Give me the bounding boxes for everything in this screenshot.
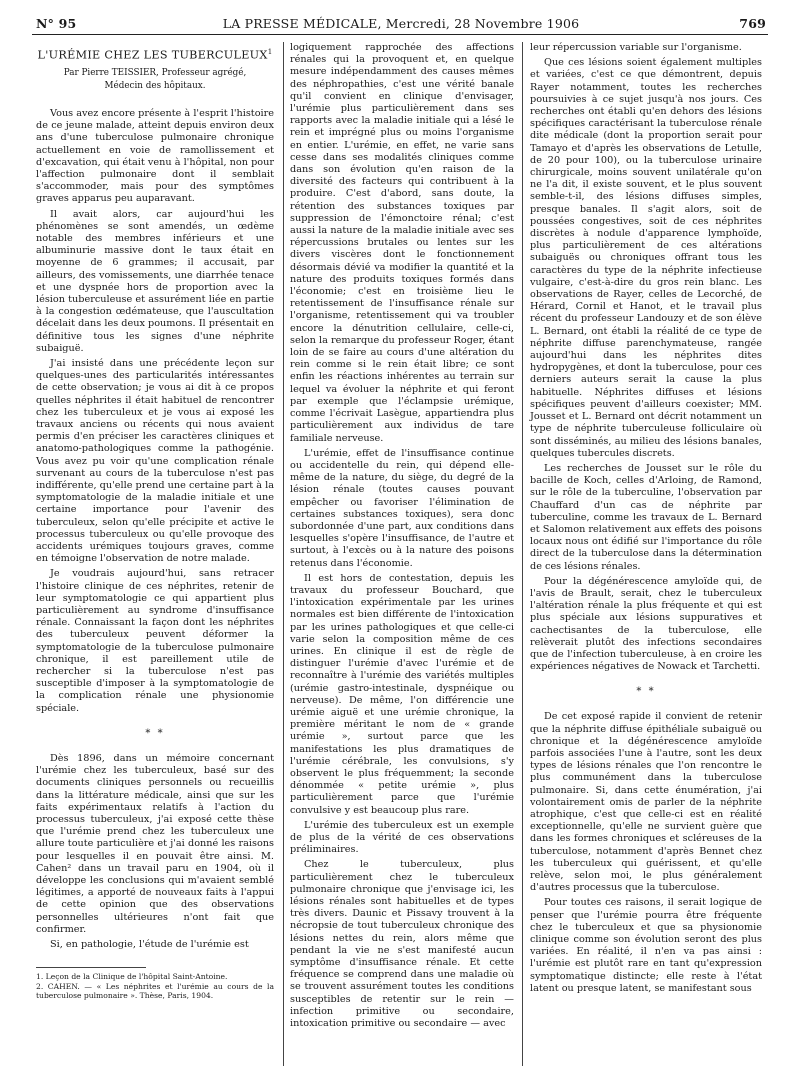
footnote: 2. CAHEN. — « Les néphrites et l'urémie au cours de la tuberculose pulmonaire ». Thèse, Paris, 1904.: [36, 981, 274, 1001]
title-footnote-ref: 1: [267, 48, 273, 56]
page-number: 769: [739, 16, 766, 31]
paragraph: Vous avez encore présente à l'esprit l'histoire de ce jeune malade, atteint depuis environ deux ans d'une tuberculose pulmonaire chronique actuellement en voie de ramollissement et d'excavation, qui était venu à l'hôpital, non pour l'affection pulmonaire dont il semblait s'accommoder, mais pour des symptômes graves apparus peu auparavant.: [36, 107, 274, 205]
paragraph: J'ai insisté dans une précédente leçon sur quelques-unes des particularités intéressantes de cette observation; je vous ai dit à ce propos quelles néphrites il était habituel de rencontrer chez les tuberculeux et je vous ai exposé les travaux anciens ou récents qui nous avaient permis d'en préciser les caractères cliniques et anatomo-pathologiques comme la pathogénie. Vous avez pu voir qu'une complication rénale survenant au cours de la tuberculose n'est pas indifférente, qu'elle prend une certaine part à la symptomatologie de la maladie initiale et une certaine importance pour l'avenir des tuberculeux, selon qu'elle précipite et active le processus tuberculeux ou qu'elle provoque des accidents urémiques toujours graves, comme en témoigne l'observation de notre malade.: [36, 358, 274, 565]
article-title: [36, 46, 274, 62]
paragraph: logiquement rapprochée des affections rénales qui la provoquent et, en quelque mesure indépendamment des causes mêmes des néphropathies, c'est une vérité banale qu'il convient en clinique d'envisager, l'urémie plus particulièrement dans ses rapports avec la maladie initiale qui a lésé le rein et imprégné plus ou moins l'organisme en entier. L'urémie, en effet, ne varie sans cesse dans ses modalités cliniques comme dans son évolution qu'en raison de la diversité des facteurs qui contribuent à la produire. C'est d'abord, sans doute, la rétention des substances toxiques par suppression de l'émonctoire rénal; c'est aussi la nature de la maladie initiale avec ses répercussions brutales ou lentes sur les divers viscères dont le fonctionnement désormais dévié va modifier la quantité et la nature des produits toxiques formés dans l'économie; c'est en troisième lieu le retentissement de l'insuffisance rénale sur l'organisme, retentissement qui va troubler encore la dénutrition cellulaire, celle-ci, selon la remarque du professeur Roger, étant loin de se faire au cours d'une altération du rein comme si le rein était libre; ce sont enfin les réactions inhérentes au terrain sur lequel va évoluer la néphrite et qui feront par exemple que l'éclampsie urémique, comme l'écrivait Lasègue, appartiendra plus particulièrement aux individus de tare familiale nerveuse.: [290, 42, 514, 444]
footnote: 1. Leçon de la Clinique de l'hôpital Saint-Antoine.: [36, 972, 228, 982]
article-author: Par Pierre TEISSIER, Professeur agrégé,: [63, 67, 247, 78]
footnote-rule: [36, 967, 146, 968]
paragraph: leur répercussion variable sur l'organisme.: [530, 42, 742, 53]
section-separator: * *: [145, 727, 165, 739]
section-separator: * *: [636, 686, 656, 698]
article-title-text: L'URÉMIE CHEZ LES TUBERCULEUX: [37, 48, 268, 62]
journal-title: LA PRESSE MÉDICALE, Mercredi, 28 Novembre 1906: [222, 16, 580, 31]
article-affiliation: Médecin des hôpitaux.: [104, 80, 206, 91]
column-2: [290, 42, 514, 1033]
paragraph: Pour la dégénérescence amyloïde qui, de l'avis de Brault, serait, chez le tuberculeux l'altération rénale la plus fréquente et qui est plus spéciale aux lésions suppuratives et cachectisantes de la tuberculose, elle relèverait plutôt des infections secondaires que de l'infection tuberculeuse, à en croire les expériences négatives de Nowack et Tarchetti.: [530, 575, 762, 673]
paragraph: Pour toutes ces raisons, il serait logique de penser que l'urémie pourra être fréquente chez le tuberculeux et que sa physionomie clinique comme son évolution seront des plus variées. En réalité, il n'en va pas ainsi : l'urémie est plutôt rare en tant qu'expression symptomatique distincte; elle reste à l'état latent ou presque latent, se manifestant sous: [530, 897, 762, 994]
paragraph: De cet exposé rapide il convient de retenir que la néphrite diffuse épithéliale subaiguë ou chronique et la dégénérescence amyloïde parfois associées l'une à l'autre, sont les deux types de lésions rénales que l'on rencontre le plus communément dans la tuberculose pulmonaire. Si, dans cette énumération, j'ai volontairement omis de parler de la néphrite atrophique, c'est que celle-ci est en réalité exceptionnelle, qu'elle ne survient guère que dans les formes chroniques et scléreuses de la tuberculose, notamment d'après Bennet chez les tuberculeux qui guérissent, et qu'elle relève, selon moi, le plus généralement d'autres processus que la tuberculose.: [530, 711, 762, 894]
column-divider: [522, 42, 523, 1066]
paragraph: Dès 1896, dans un mémoire concernant l'urémie chez les tuberculeux, basé sur des documents cliniques personnels ou recueillis dans la littérature médicale, ainsi que sur les faits expérimentaux relatifs à l'action du processus tuberculeux, j'ai exposé cette thèse que l'urémie prend chez les tuberculeux une allure toute particulière et j'ai donné les raisons pour lesquelles il en pouvait être ainsi. M. Cahen² dans un travail paru en 1904, où il développe les conclusions qui m'avaient semblé légitimes, a apporté de nouveaux faits à l'appui de cette opinion que des observations personnelles ultérieures n'ont fait que confirmer.: [36, 752, 274, 935]
column-divider: [283, 42, 284, 1066]
paragraph: L'urémie, effet de l'insuffisance continue ou accidentelle du rein, qui dépend elle-même de la nature, du siège, du degré de la lésion rénale (toutes causes pouvant empêcher ou favoriser l'élimination de certaines substances toxiques), sera donc subordonnée d'une part, aux conditions dans lesquelles s'opère l'insuffisance, de l'autre et surtout, à l'excès ou à la nature des poisons retenus dans l'économie.: [290, 447, 514, 569]
paragraph: Il est hors de contestation, depuis les travaux du professeur Bouchard, que l'intoxication expérimentale par les urines normales est bien différente de l'intoxication par les urines pathologiques et que celle-ci varie selon la composition même de ces urines. En clinique il est de règle de distinguer l'urémie d'avec l'urémie et de reconnaître à l'urémie des variétés multiples (urémie gastro-intestinale, dyspnéique ou nerveuse). De même, l'on différencie une urémie aiguë et une urémie chronique, la première méritant le nom de « grande urémie », surtout parce que les manifestations les plus dramatiques de l'urémie cérébrale, les convulsions, s'y observent le plus fréquemment; la seconde dénommée « petite urémie », plus particulièrement parce que l'urémie convulsive y est beaucoup plus rare.: [290, 572, 514, 816]
paragraph: L'urémie des tuberculeux est un exemple de plus de la vérité de ces observations préliminaires.: [290, 819, 514, 856]
paragraph: Que ces lésions soient également multiples et variées, c'est ce que démontrent, depuis Rayer notamment, toutes les recherches poursuivies à ce sujet jusqu'à nos jours. Ces recherches ont établi qu'en dehors des lésions spécifiques caractérisant la tuberculose rénale dite médicale (dont la proportion serait pour Tamayo et d'après les observations de Letulle, de 20 pour 100), ou la tuberculose urinaire chirurgicale, moins souvent unilatérale qu'on ne l'a dit, il existe souvent, et le plus souvent semble-t-il, des lésions diffuses simples, presque banales. Il s'agit alors, soit de poussées congestives, soit de ces néphrites discrètes à nodule d'apparence lymphoïde, plus particulièrement de ces altérations subaiguës ou chroniques offrant tous les caractères du type de la néphrite infectieuse vulgaire, c'est-à-dire du gros rein blanc. Les observations de Rayer, celles de Lecorché, de Hérard, Cornil et Hanot, et le travail plus récent du professeur Landouzy et de son élève L. Bernard, ont établi la réalité de ce type de néphrite diffuse parenchymateuse, rangée aujourd'hui dans les néphrites dites hydropygènes, et dont la tuberculose, pour ces derniers auteurs serait la cause la plus habituelle. Néphrites diffuses et lésions spécifiques peuvent d'ailleurs coexister; MM. Jousset et L. Bernard ont décrit notamment un type de néphrite tuberculeuse folliculaire où sont disséminés, au milieu des lésions banales, quelques tubercules discrets.: [530, 57, 762, 459]
page-header: [36, 16, 766, 40]
paragraph: Si, en pathologie, l'étude de l'urémie est: [50, 938, 249, 950]
paragraph: Il avait alors, car aujourd'hui les phénomènes se sont amendés, un œdème notable des membres inférieurs et une albuminurie massive dont le taux était en moyenne de 6 grammes; il accusait, par ailleurs, des vomissements, une diarrhée tenace et une dyspnée hors de proportion avec la lésion tuberculeuse et assurément liée en partie à la congestion œdémateuse, que l'auscultation décelait dans les deux poumons. Il présentait en définitive tous les signes d'une néphrite subaiguë.: [36, 208, 274, 354]
paragraph: Chez le tuberculeux, plus particulièrement chez le tuberculeux pulmonaire chronique que j'envisage ici, les lésions rénales sont habituelles et de types très divers. Daunic et Pissavy trouvent à la nécropsie de tout tuberculeux chronique des lésions nettes du rein, alors même que pendant la vie ne s'est manifesté aucun symptôme d'insuffisance rénale. Et cette fréquence se comprend dans une maladie où se trouvent assurément toutes les conditions susceptibles de retentir sur le rein — infection primitive ou secondaire, intoxication primitive ou secondaire — avec: [290, 859, 514, 1030]
paragraph: Les recherches de Jousset sur le rôle du bacille de Koch, celles d'Arloing, de Ramond, sur le rôle de la tuberculine, l'observation par Chauffard d'un cas de néphrite par tuberculine, comme les travaux de L. Bernard et Salomon relativement aux effets des poisons locaux nous ont édifié sur l'importance du rôle direct de la tuberculose dans la détermination de ces lésions rénales.: [530, 462, 762, 572]
paragraph: Je voudrais aujourd'hui, sans retracer l'histoire clinique de ces néphrites, retenir de leur symptomatologie ce qui appartient plus particulièrement au syndrome d'insuffisance rénale. Connaissant la façon dont les néphrites des tuberculeux peuvent déformer la symptomatologie de la tuberculose pulmonaire chronique, il est pareillement utile de rechercher si la tuberculose n'est pas susceptible d'imposer à la symptomatologie de la complication rénale une physionomie spéciale.: [36, 568, 274, 714]
column-3: [530, 42, 762, 998]
header-rule: [32, 34, 768, 35]
issue-number: N° 95: [36, 16, 77, 31]
column-1: [36, 42, 274, 1001]
